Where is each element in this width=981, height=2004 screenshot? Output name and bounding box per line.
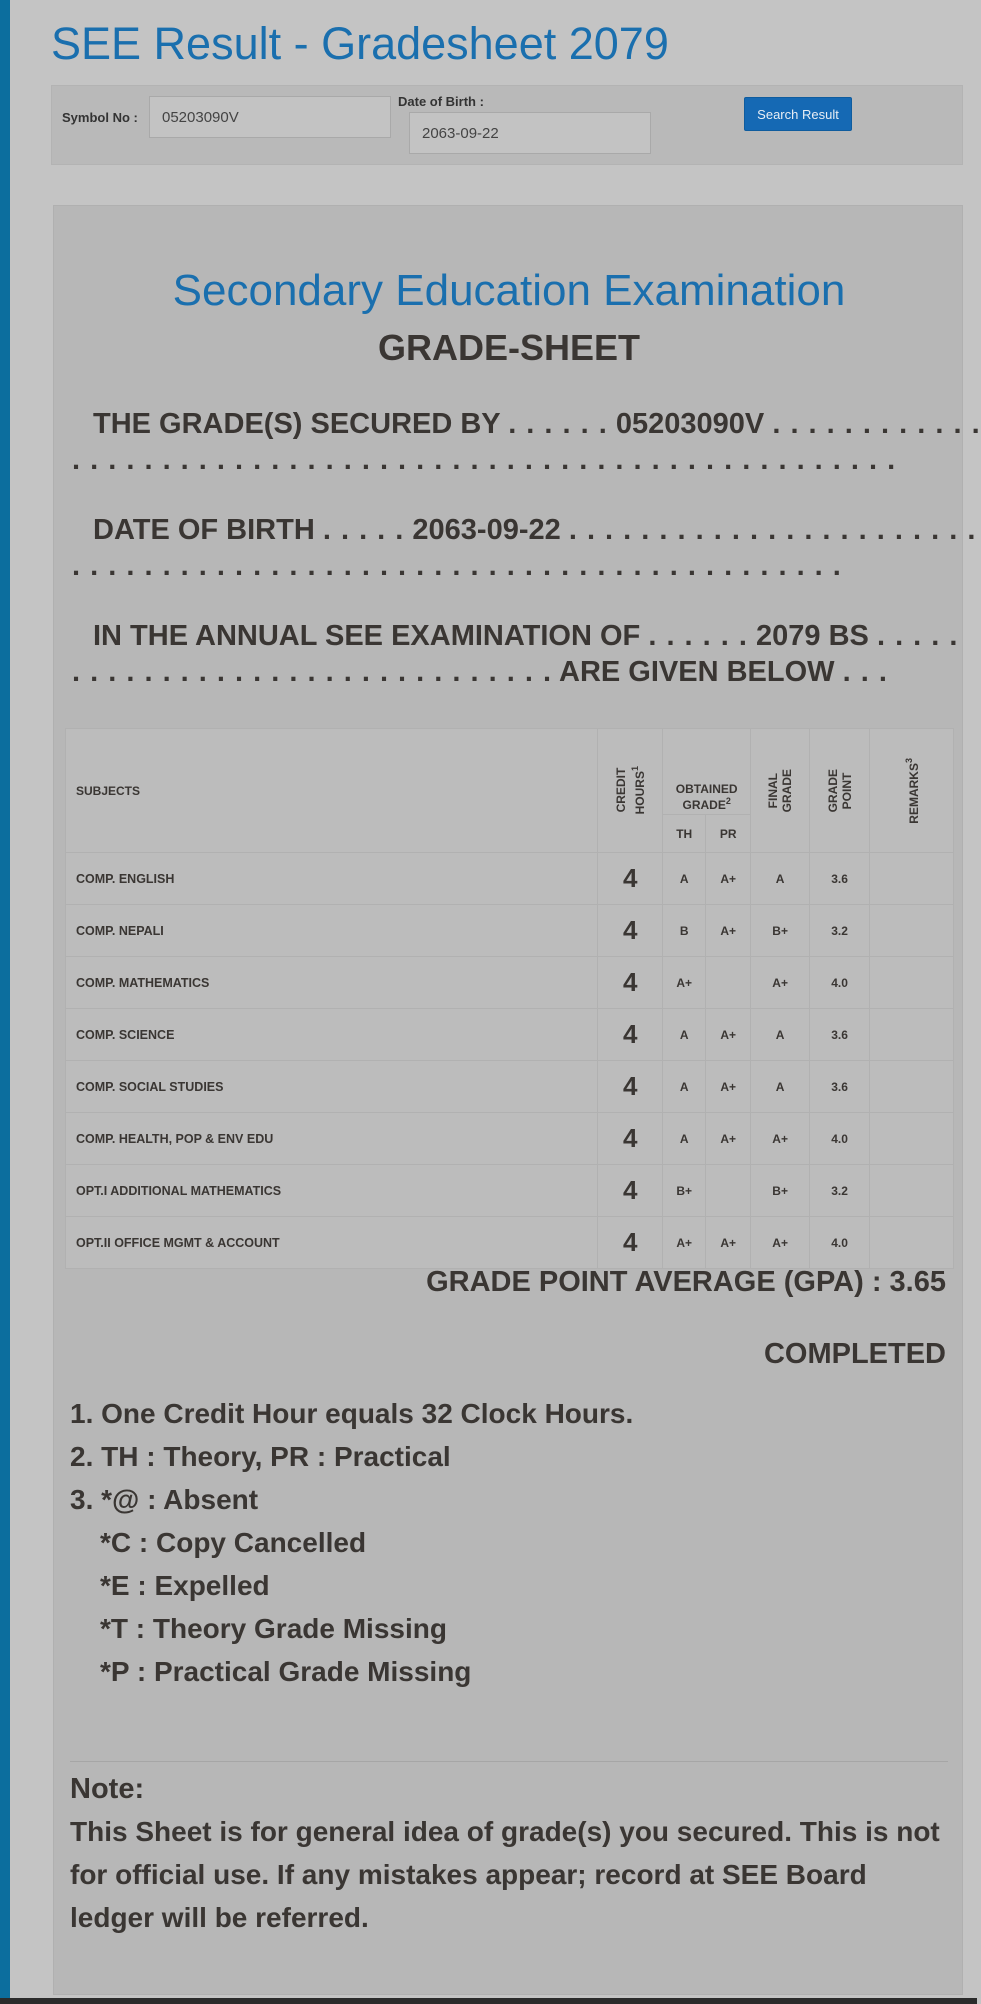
practical-grade-cell <box>706 1165 751 1217</box>
exam-year-value: 2079 BS <box>756 620 869 652</box>
grades-table <box>65 728 954 1269</box>
credit-hours-cell: 4 <box>598 1113 663 1165</box>
table-row <box>66 853 954 905</box>
gpa-label: GRADE POINT AVERAGE (GPA) : <box>426 1266 882 1298</box>
footnote-credit-hour: 1. One Credit Hour equals 32 Clock Hours. <box>70 1398 634 1429</box>
symbol-input[interactable] <box>149 96 391 138</box>
bottom-bar <box>0 1998 977 2004</box>
credit-hours-cell: 4 <box>598 1009 663 1061</box>
theory-grade-cell: A+ <box>663 957 706 1009</box>
obtained-grade-header <box>663 729 751 815</box>
footnote-practical-missing: *P : Practical Grade Missing <box>100 1656 472 1687</box>
final-grade-cell: A <box>751 853 810 905</box>
remarks-header-text: REMARKS <box>907 762 922 824</box>
secured-by-label: THE GRADE(S) SECURED BY <box>93 408 501 440</box>
subject-cell: COMP. HEALTH, POP & ENV EDU <box>66 1113 598 1165</box>
left-accent-bar <box>0 0 10 2004</box>
divider <box>70 1761 948 1762</box>
table-row <box>66 905 954 957</box>
credit-hours-cell: 4 <box>598 1217 663 1269</box>
practical-grade-cell: A+ <box>706 1009 751 1061</box>
practical-grade-cell: A+ <box>706 905 751 957</box>
final-header-line2: GRADE <box>780 768 795 813</box>
grade-point-cell: 3.6 <box>810 1009 870 1061</box>
page-title: SEE Result - Gradesheet 2079 <box>51 18 669 69</box>
symbol-no-value: 05203090V <box>615 408 765 440</box>
final-grade-header <box>751 729 810 853</box>
subject-cell: COMP. ENGLISH <box>66 853 598 905</box>
secured-by-line <box>72 406 981 478</box>
table-row <box>66 1061 954 1113</box>
remarks-cell <box>870 1217 954 1269</box>
grade-sheet <box>53 205 981 1995</box>
remarks-cell <box>870 1113 954 1165</box>
credit-hours-cell: 4 <box>598 853 663 905</box>
obtained-header-line2: GRADE <box>682 798 726 812</box>
pr-header: PR <box>706 815 751 853</box>
theory-grade-cell: A <box>663 853 706 905</box>
result-status: COMPLETED <box>763 1338 946 1370</box>
table-row <box>66 1217 954 1269</box>
table-row <box>66 1009 954 1061</box>
grade-point-cell: 3.6 <box>810 1061 870 1113</box>
credit-header-line2: HOURS <box>632 771 647 815</box>
final-grade-cell: A <box>751 1009 810 1061</box>
dob-value: 2063-09-22 <box>412 514 561 546</box>
grade-point-header <box>810 729 870 853</box>
gpa-line <box>426 1266 946 1299</box>
remarks-cell <box>870 853 954 905</box>
subject-cell: COMP. NEPALI <box>66 905 598 957</box>
gpa-value: 3.65 <box>889 1266 946 1298</box>
dob-input[interactable] <box>409 112 651 154</box>
remarks-cell <box>870 1009 954 1061</box>
remarks-cell <box>870 905 954 957</box>
footnote-theory-missing: *T : Theory Grade Missing <box>100 1613 447 1644</box>
dots: . . . . . <box>322 514 405 546</box>
note-title: Note: <box>70 1773 145 1805</box>
obtained-header-line1: OBTAINED <box>675 782 738 796</box>
dob-label: Date of Birth : <box>398 94 484 109</box>
subject-cell: OPT.II OFFICE MGMT & ACCOUNT <box>66 1217 598 1269</box>
exam-label: IN THE ANNUAL SEE EXAMINATION OF <box>93 620 641 652</box>
subjects-header: SUBJECTS <box>66 729 598 853</box>
th-header: TH <box>663 815 706 853</box>
credit-header-line1: CREDIT <box>613 768 628 813</box>
credit-hours-header <box>598 729 663 853</box>
footnotes <box>70 1392 633 1693</box>
dob-line <box>72 512 977 584</box>
grade-point-cell: 3.2 <box>810 1165 870 1217</box>
remarks-header <box>870 729 954 853</box>
search-result-button[interactable]: Search Result <box>744 97 852 131</box>
final-grade-cell: A+ <box>751 957 810 1009</box>
practical-grade-cell: A+ <box>706 853 751 905</box>
practical-grade-cell <box>706 957 751 1009</box>
practical-grade-cell: A+ <box>706 1061 751 1113</box>
practical-grade-cell: A+ <box>706 1113 751 1165</box>
grade-point-cell: 3.6 <box>810 853 870 905</box>
point-header-line1: GRADE <box>825 768 840 813</box>
subject-cell: OPT.I ADDITIONAL MATHEMATICS <box>66 1165 598 1217</box>
point-header-line2: POINT <box>839 772 854 809</box>
table-row <box>66 957 954 1009</box>
table-row <box>66 1113 954 1165</box>
grade-point-cell: 4.0 <box>810 1217 870 1269</box>
note-text: This Sheet is for general idea of grade(s) you secured. This is not for official use. If any mistakes appear; record at SEE Board ledger will be referred. <box>70 1816 940 1933</box>
final-header-line1: FINAL <box>766 772 781 809</box>
credit-hours-cell: 4 <box>598 905 663 957</box>
footnote-copy-cancelled: *C : Copy Cancelled <box>100 1527 367 1558</box>
subject-cell: COMP. MATHEMATICS <box>66 957 598 1009</box>
search-form <box>51 85 963 165</box>
remarks-cell <box>870 1061 954 1113</box>
credit-hours-cell: 4 <box>598 1061 663 1113</box>
practical-grade-cell: A+ <box>706 1217 751 1269</box>
final-grade-cell: A <box>751 1061 810 1113</box>
final-grade-cell: B+ <box>751 905 810 957</box>
dots: . . . . . . . . . . . . <box>772 408 981 440</box>
dots-line: . . . . . . . . . . . . . . . . . . . . . . . . . . . <box>72 656 553 688</box>
theory-grade-cell: B <box>663 905 706 957</box>
theory-grade-cell: A <box>663 1009 706 1061</box>
final-grade-cell: A+ <box>751 1217 810 1269</box>
grade-point-cell: 4.0 <box>810 957 870 1009</box>
theory-grade-cell: A <box>663 1113 706 1165</box>
dots-line: . . . . . . . . . . . . . . . . . . . . . . . . . . . . . . . . . . . . . . . . . . . . . . <box>72 444 897 476</box>
sheet-title: GRADE-SHEET <box>377 327 641 368</box>
theory-grade-cell: A+ <box>663 1217 706 1269</box>
remarks-cell <box>870 1165 954 1217</box>
grade-point-cell: 4.0 <box>810 1113 870 1165</box>
grade-point-cell: 3.2 <box>810 905 870 957</box>
exam-title: Secondary Education Examination <box>172 266 846 315</box>
dob-text-label: DATE OF BIRTH <box>93 514 315 546</box>
table-row <box>66 1165 954 1217</box>
dots: . . . . . . <box>508 408 608 440</box>
remarks-header-sup: 3 <box>904 757 915 763</box>
remarks-cell <box>870 957 954 1009</box>
dots: . . . . . . <box>648 620 748 652</box>
subject-cell: COMP. SOCIAL STUDIES <box>66 1061 598 1113</box>
credit-hours-cell: 4 <box>598 1165 663 1217</box>
final-grade-cell: B+ <box>751 1165 810 1217</box>
footnote-absent: 3. *@ : Absent <box>70 1484 259 1515</box>
footnote-th-pr: 2. TH : Theory, PR : Practical <box>70 1441 451 1472</box>
final-grade-cell: A+ <box>751 1113 810 1165</box>
dots: . . . . . . . . . . . . . . . . . . . . . . . <box>568 514 977 546</box>
theory-grade-cell: A <box>663 1061 706 1113</box>
footnote-expelled: *E : Expelled <box>100 1570 270 1601</box>
dots-line: . . . . . . . . . . . . . . . . . . . . . . . . . . . . . . . . . . . . . . . . . . . <box>72 550 842 582</box>
theory-grade-cell: B+ <box>663 1165 706 1217</box>
dots: . . . . . <box>876 620 959 652</box>
subject-cell: COMP. SCIENCE <box>66 1009 598 1061</box>
credit-header-sup: 1 <box>629 766 640 772</box>
symbol-label: Symbol No : <box>62 110 138 125</box>
given-below-label: ARE GIVEN BELOW <box>559 656 835 688</box>
obtained-header-sup: 2 <box>725 796 731 806</box>
credit-hours-cell: 4 <box>598 957 663 1009</box>
dots: . . . <box>842 656 888 688</box>
exam-line <box>72 618 959 690</box>
